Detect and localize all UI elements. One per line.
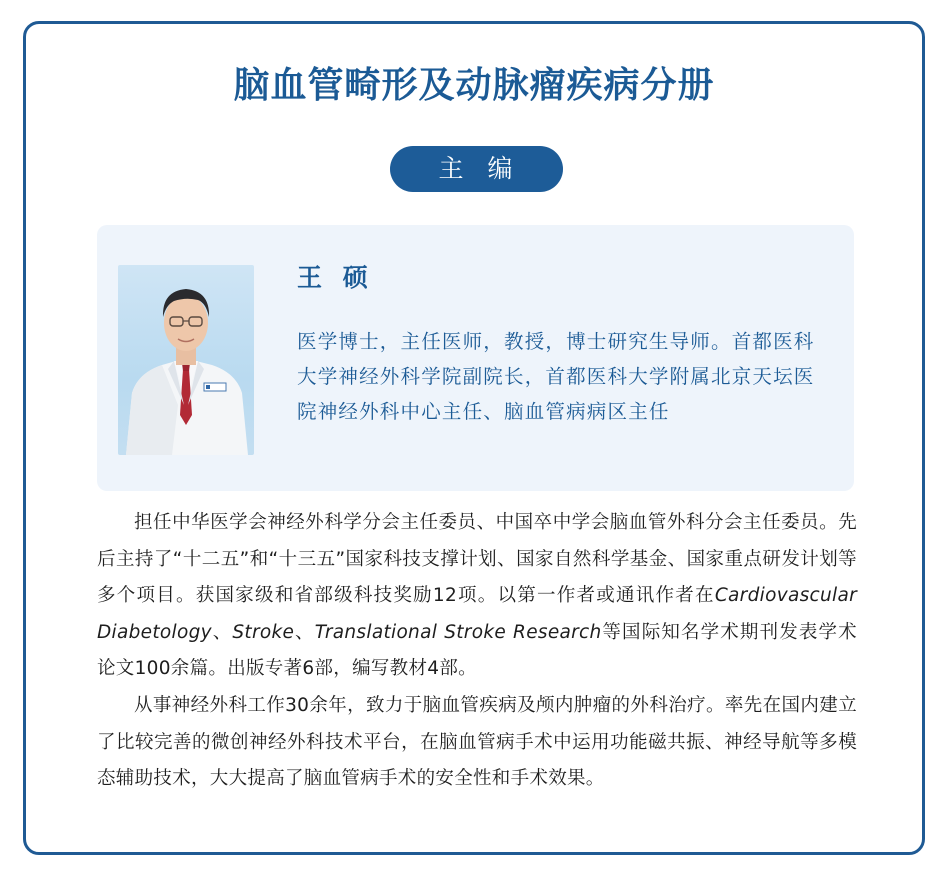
bio-p1-text-a: 担任中华医学会神经外科学分会主任委员、中国卒中学会脑血管外科分会主任委员。先后主持了“十二五”和“十三五”国家科技支撑计划、国家自然科学基金、国家重点研发计划等多个项目。获国家级和省部级科技奖励12项。以第一作者或通讯作者在 — [97, 512, 857, 607]
doctor-name: 王 硕 — [297, 263, 374, 292]
journal-separator-2: 、 — [294, 621, 315, 643]
doctor-intro: 医学博士，主任医师，教授，博士研究生导师。首都医科大学神经外科学院副院长，首都医科大学附属北京天坛医院神经外科中心主任、脑血管病病区主任 — [297, 330, 815, 423]
journal-name-3: Translational Stroke Research — [314, 621, 602, 643]
biography — [97, 505, 857, 798]
page-title: 脑血管畸形及动脉瘤疾病分册 — [233, 65, 715, 106]
journal-separator-1: 、 — [211, 621, 233, 643]
portrait-photo — [118, 265, 254, 455]
bio-p1-text-b: 等国际知名学术期刊发表学术论文100余篇。出版专著6部，编写教材4部。 — [97, 621, 857, 680]
portrait-illustration — [118, 265, 254, 455]
bio-paragraph-2: 从事神经外科工作30余年，致力于脑血管疾病及颅内肿瘤的外科治疗。率先在国内建立了比较完善的微创神经外科技术平台，在脑血管病手术中运用功能磁共振、神经导航等多模态辅助技术，大大提高了脑血管病手术的安全性和手术效果。 — [97, 694, 857, 790]
role-badge: 主 编 — [390, 146, 563, 192]
bio-paragraph-1 — [97, 505, 857, 688]
journal-name-2: Stroke — [232, 621, 295, 643]
journal-name-1: Cardiovascular Diabetology — [97, 585, 857, 643]
